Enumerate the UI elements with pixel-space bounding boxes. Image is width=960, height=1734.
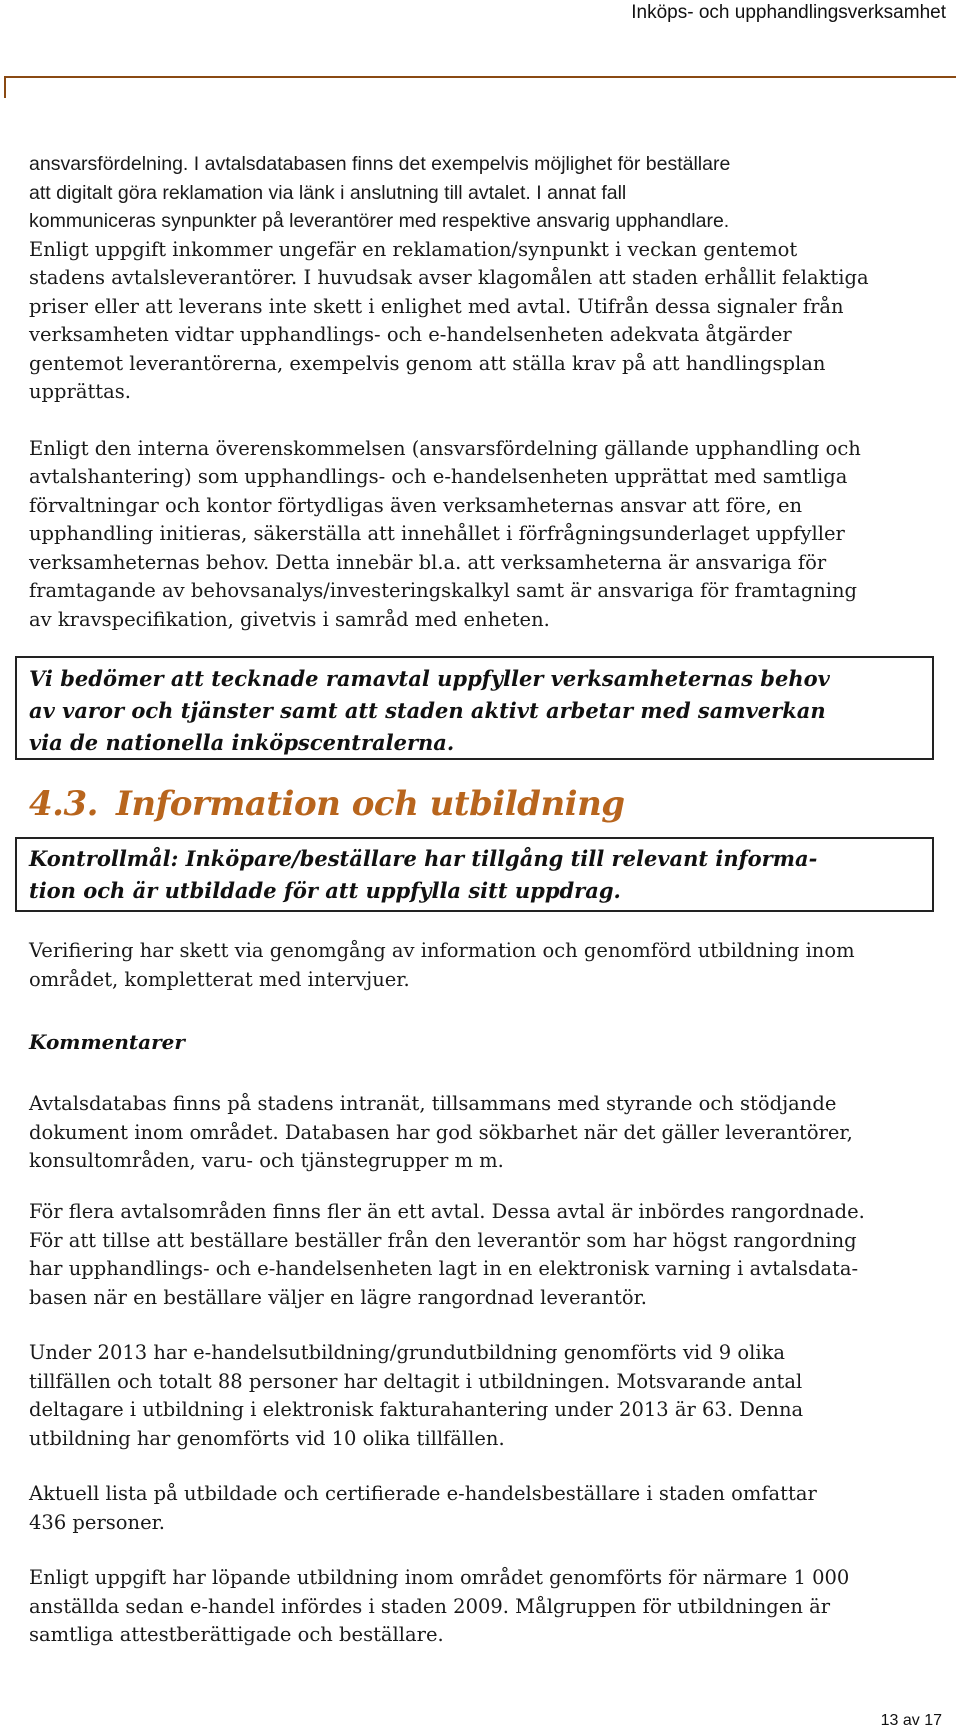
text-line: konsultområden, varu- och tjänstegrupper m m. <box>29 1149 504 1172</box>
comment-paragraph <box>29 1564 949 1650</box>
text-line: samtliga attestberättigade och beställare. <box>29 1623 444 1646</box>
assessment-line: Vi bedömer att tecknade ramavtal uppfyller verksamheternas behov <box>29 666 830 691</box>
text-line: För flera avtalsområden finns fler än ett avtal. Dessa avtal är inbördes rangordnade. <box>29 1200 865 1223</box>
header-corner-tick <box>4 76 6 98</box>
text-line: har upphandlings- och e-handelsenheten lagt in en elektronisk varning i avtalsdata- <box>29 1257 859 1280</box>
page-number: 13 av 17 <box>880 1712 942 1729</box>
text-line: Enligt den interna överenskommelsen (ansvarsfördelning gällande upphandling och <box>29 436 861 460</box>
comments-heading-block <box>29 1030 949 1054</box>
text-line: upphandling initieras, säkerställa att innehållet i förfrågningsunderlaget uppfyller <box>29 522 845 545</box>
text-line: För att tillse att beställare beställer från den leverantör som har högst rangordning <box>29 1228 857 1252</box>
text-line: verksamheternas behov. Detta innebär bl.a. att verksamheterna är ansvariga för <box>29 550 827 574</box>
header-rule <box>4 76 956 78</box>
comment-paragraph <box>29 1339 949 1453</box>
assessment-line: av varor och tjänster samt att staden aktivt arbetar med samverkan <box>29 698 826 723</box>
text-line: tillfällen och totalt 88 personer har deltagit i utbildningen. Motsvarande antal <box>29 1369 803 1393</box>
text-line: deltagare i utbildning i elektronisk fakturahantering under 2013 är 63. Denna <box>29 1398 804 1421</box>
section-title: Information och utbildning <box>116 784 625 824</box>
text-line: anställda sedan e-handel infördes i staden 2009. Målgruppen för utbildningen är <box>29 1594 831 1618</box>
text-line: utbildning har genomförts vid 10 olika tillfällen. <box>29 1426 505 1450</box>
assessment-line: via de nationella inköpscentralerna. <box>29 730 455 755</box>
paragraph-2 <box>29 435 949 635</box>
text-line: 436 personer. <box>29 1510 165 1534</box>
comments-heading: Kommentarer <box>29 1030 185 1054</box>
comment-paragraph <box>29 1480 949 1537</box>
text-line: Enligt uppgift inkommer ungefär en reklamation/synpunkt i veckan gentemot <box>29 237 798 261</box>
text-line: Under 2013 har e-handelsutbildning/grundutbildning genomförts vid 9 olika <box>29 1341 786 1364</box>
text-line: av kravspecifikation, givetvis i samråd med enheten. <box>29 607 550 631</box>
text-line: upprättas. <box>29 380 131 403</box>
text-line: stadens avtalsleverantörer. I huvudsak avser klagomålen att staden erhållit felaktiga <box>29 266 869 289</box>
text-line: Avtalsdatabas finns på stadens intranät, tillsammans med styrande och stödjande <box>29 1092 837 1115</box>
comment-paragraph <box>29 1090 949 1176</box>
text-line: Enligt uppgift har löpande utbildning inom området genomförts för närmare 1 000 <box>29 1566 850 1589</box>
section-number: 4.3. <box>29 784 98 824</box>
text-line: Aktuell lista på utbildade och certifierade e-handelsbeställare i staden omfattar <box>29 1482 817 1505</box>
text-line: priser eller att leverans inte skett i enlighet med avtal. Utifrån dessa signaler från <box>29 294 844 318</box>
text-line: dokument inom området. Databasen har god sökbarhet när det gäller leverantörer, <box>29 1120 853 1144</box>
text-line: avtalshantering) som upphandlings- och e-handelsenheten upprättat med samtliga <box>29 465 848 488</box>
text-line: basen när en beställare väljer en lägre rangordnad leverantör. <box>29 1285 647 1309</box>
verification-paragraph <box>29 937 949 994</box>
text-line: ansvarsfördelning. I avtalsdatabasen finns det exempelvis möjlighet för beställare <box>29 153 731 175</box>
text-line: att digitalt göra reklamation via länk i anslutning till avtalet. I annat fall <box>29 181 627 204</box>
text-line: verksamheten vidtar upphandlings- och e-handelsenheten adekvata åtgärder <box>29 323 792 346</box>
page-header-title: Inköps- och upphandlingsverksamhet <box>631 2 946 23</box>
comment-paragraph <box>29 1198 949 1312</box>
text-line: framtagande av behovsanalys/investeringskalkyl samt är ansvariga för framtagning <box>29 579 858 602</box>
section-heading <box>29 784 625 824</box>
control-objective-line: tion och är utbildade för att uppfylla sitt uppdrag. <box>29 878 621 903</box>
control-objective-box <box>15 837 934 912</box>
control-objective-line: Kontrollmål: Inköpare/beställare har tillgång till relevant informa- <box>29 846 818 871</box>
text-line: Verifiering har skett via genomgång av information och genomförd utbildning inom <box>29 939 855 962</box>
text-line: förvaltningar och kontor förtydligas även verksamheternas ansvar att före, en <box>29 493 803 517</box>
text-line: kommuniceras synpunkter på leverantörer med respektive ansvarig upphandlare. <box>29 210 730 232</box>
assessment-box <box>15 656 934 760</box>
text-line: området, kompletterat med intervjuer. <box>29 967 410 991</box>
text-line: gentemot leverantörerna, exempelvis genom att ställa krav på att handlingsplan <box>29 351 826 375</box>
paragraph-1 <box>29 150 949 634</box>
